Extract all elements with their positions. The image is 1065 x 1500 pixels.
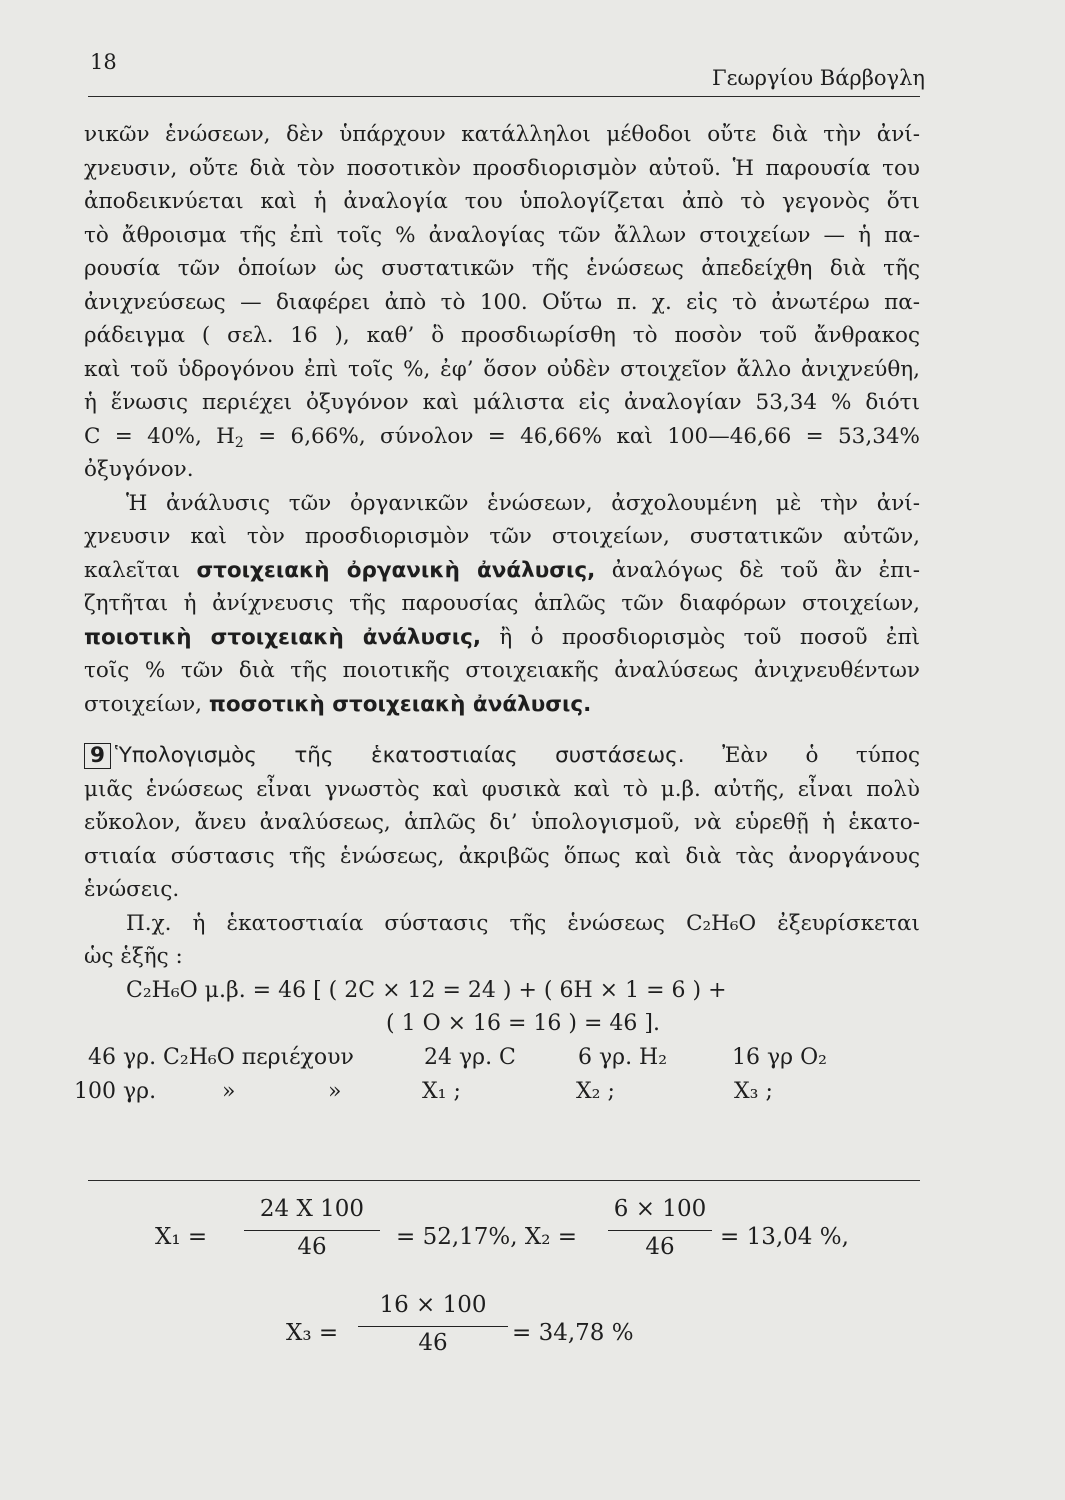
text-line: ράδειγμα ( σελ. 16 ), καθ’ ὃ προσδιωρίσθη τὸ ποσὸν τοῦ ἄνθρακος [84,323,920,348]
separator-rule [88,1180,920,1181]
bold-term: ποσοτικὴ στοιχειακὴ ἀνάλυσις. [208,691,592,717]
example-block [84,907,920,1041]
text-line: ὀξυγόνον. [84,457,194,482]
x1-value: = 52,17%, X₂ = [396,1224,578,1250]
x3-fraction: 16 × 100 46 [358,1292,508,1372]
text-line: χνευσιν, οὔτε διὰ τὸν ποσοτικὸν προσδιορισμὸν αὐτοῦ. Ἡ παρουσία του [84,155,920,181]
x3-value: = 34,78 % [512,1320,634,1346]
header-rule [88,96,920,97]
text-line: Ἡ ἀνάλυσις τῶν ὀργανικῶν ἑνώσεων, ἀσχολουμένη μὲ τὴν ἀνί- [126,490,920,516]
text-line: ἀνιχνεύσεως — διαφέρει ἀπὸ τὸ 100. Οὕτω π. χ. εἰς τὸ ἀνωτέρω πα- [84,289,920,315]
text-line: Π.χ. ἡ ἑκατοστιαία σύστασις τῆς ἑνώσεως C₂H₆O ἐξευρίσκεται [126,910,920,936]
calc-line-1: C₂H₆O μ.β. = 46 [ ( 2C × 12 = 24 ) + ( 6H × 1 = 6 ) + [126,977,727,1003]
bold-term: ποιοτικὴ στοιχειακὴ ἀνάλυσις, [84,624,482,650]
text-line: ὡς ἑξῆς : [84,944,183,969]
x3-label: X₃ = [286,1320,339,1346]
x1-fraction: 24 X 100 46 [244,1196,380,1276]
calc-line-2: ( 1 O × 16 = 16 ) = 46 ]. [386,1011,660,1036]
proportion-row-2: 100 γρ. » » X₁ ; X₂ ; X₃ ; [74,1078,773,1104]
section-number: 9 [84,743,111,769]
text-line: καλεῖται στοιχειακὴ ὀργανικὴ ἀνάλυσις, ἀναλόγως δὲ τοῦ ἂν ἐπι- [84,557,920,583]
running-head: Γεωργίου Βάρβογλη [712,66,925,90]
x2-value: = 13,04 %, [720,1224,849,1250]
proportion-row-1: 46 γρ. C₂H₆O περιέχουν 24 γρ. C 6 γρ. H₂ 16 γρ O₂ [88,1044,827,1070]
formula-line: C = 40%, $H_2 = 6,66\%$, σύνολον = 46,66% καὶ 100—46,66 = 53,34% [84,423,920,451]
x1-label: X₁ = [155,1224,208,1250]
section-title: Ὑπολογισμὸς τῆς ἑκατοστιαίας συστάσεως. [114,743,685,768]
text-line: καὶ τοῦ ὑδρογόνου ἐπὶ τοῖς %, ἐφ’ ὅσον οὐδὲν στοιχεῖον ἄλλο ἀνιχνεύθη, [84,356,920,382]
text-line: χνευσιν καὶ τὸν προσδιορισμὸν τῶν στοιχείων, συστατικῶν αὐτῶν, [84,524,920,549]
text-line: στιαία σύστασις τῆς ἑνώσεως, ἀκριβῶς ὅπως καὶ διὰ τὰς ἀνοργάνους [84,843,920,869]
text-line: τὸ ἄθροισμα τῆς ἐπὶ τοῖς % ἀναλογίας τῶν ἄλλων στοιχείων — ἡ πα- [84,222,920,248]
text-line: ποιοτικὴ στοιχειακὴ ἀνάλυσις, ἢ ὁ προσδιορισμὸς τοῦ ποσοῦ ἐπὶ [84,624,920,650]
x2-fraction: 6 × 100 46 [608,1196,712,1276]
bold-term: στοιχειακὴ ὀργανικὴ ἀνάλυσις, [196,557,596,583]
page-body [74,118,920,1109]
text-line: ρουσία τῶν ὁποίων ὡς συστατικῶν τῆς ἑνώσεως ἀπεδείχθη διὰ τῆς [84,256,920,281]
text-line: ἀποδεικνύεται καὶ ἡ ἀναλογία του ὑπολογίζεται ἀπὸ τὸ γεγονὸς ὅτι [84,189,920,214]
paragraph-2 [84,487,920,722]
text-line: στοιχείων, ποσοτικὴ στοιχειακὴ ἀνάλυσις. [84,691,592,717]
text-line: νικῶν ἑνώσεων, δὲν ὑπάρχουν κατάλληλοι μέθοδοι οὔτε διὰ τὴν ἀνί- [84,122,920,147]
paragraph-1 [84,118,920,487]
text-line: ἑνώσεις. [84,877,180,902]
section-9 [84,739,920,907]
text-line: εὔκολον, ἄνευ ἀναλύσεως, ἁπλῶς δι’ ὑπολογισμοῦ, νὰ εὑρεθῇ ἡ ἑκατο- [84,810,920,835]
text-line: ἡ ἕνωσις περιέχει ὀξυγόνον καὶ μάλιστα εἰς ἀναλογίαν 53,34 % διότι [84,390,920,415]
text-line: μιᾶς ἑνώσεως εἶναι γνωστὸς καὶ φυσικὰ καὶ τὸ μ.β. αὐτῆς, εἶναι πολὺ [84,776,920,802]
page-number: 18 [90,50,117,74]
section-heading-line: 9 Ὑπολογισμὸς τῆς ἑκατοστιαίας συστάσεως. Ἐὰν ὁ τύπος [84,739,920,773]
text-line: ζητῆται ἡ ἀνίχνευσις τῆς παρουσίας ἁπλῶς τῶν διαφόρων στοιχείων, [84,591,920,616]
text-line: τοῖς % τῶν διὰ τῆς ποιοτικῆς στοιχειακῆς ἀναλύσεως ἀνιχνευθέντων [84,658,920,683]
